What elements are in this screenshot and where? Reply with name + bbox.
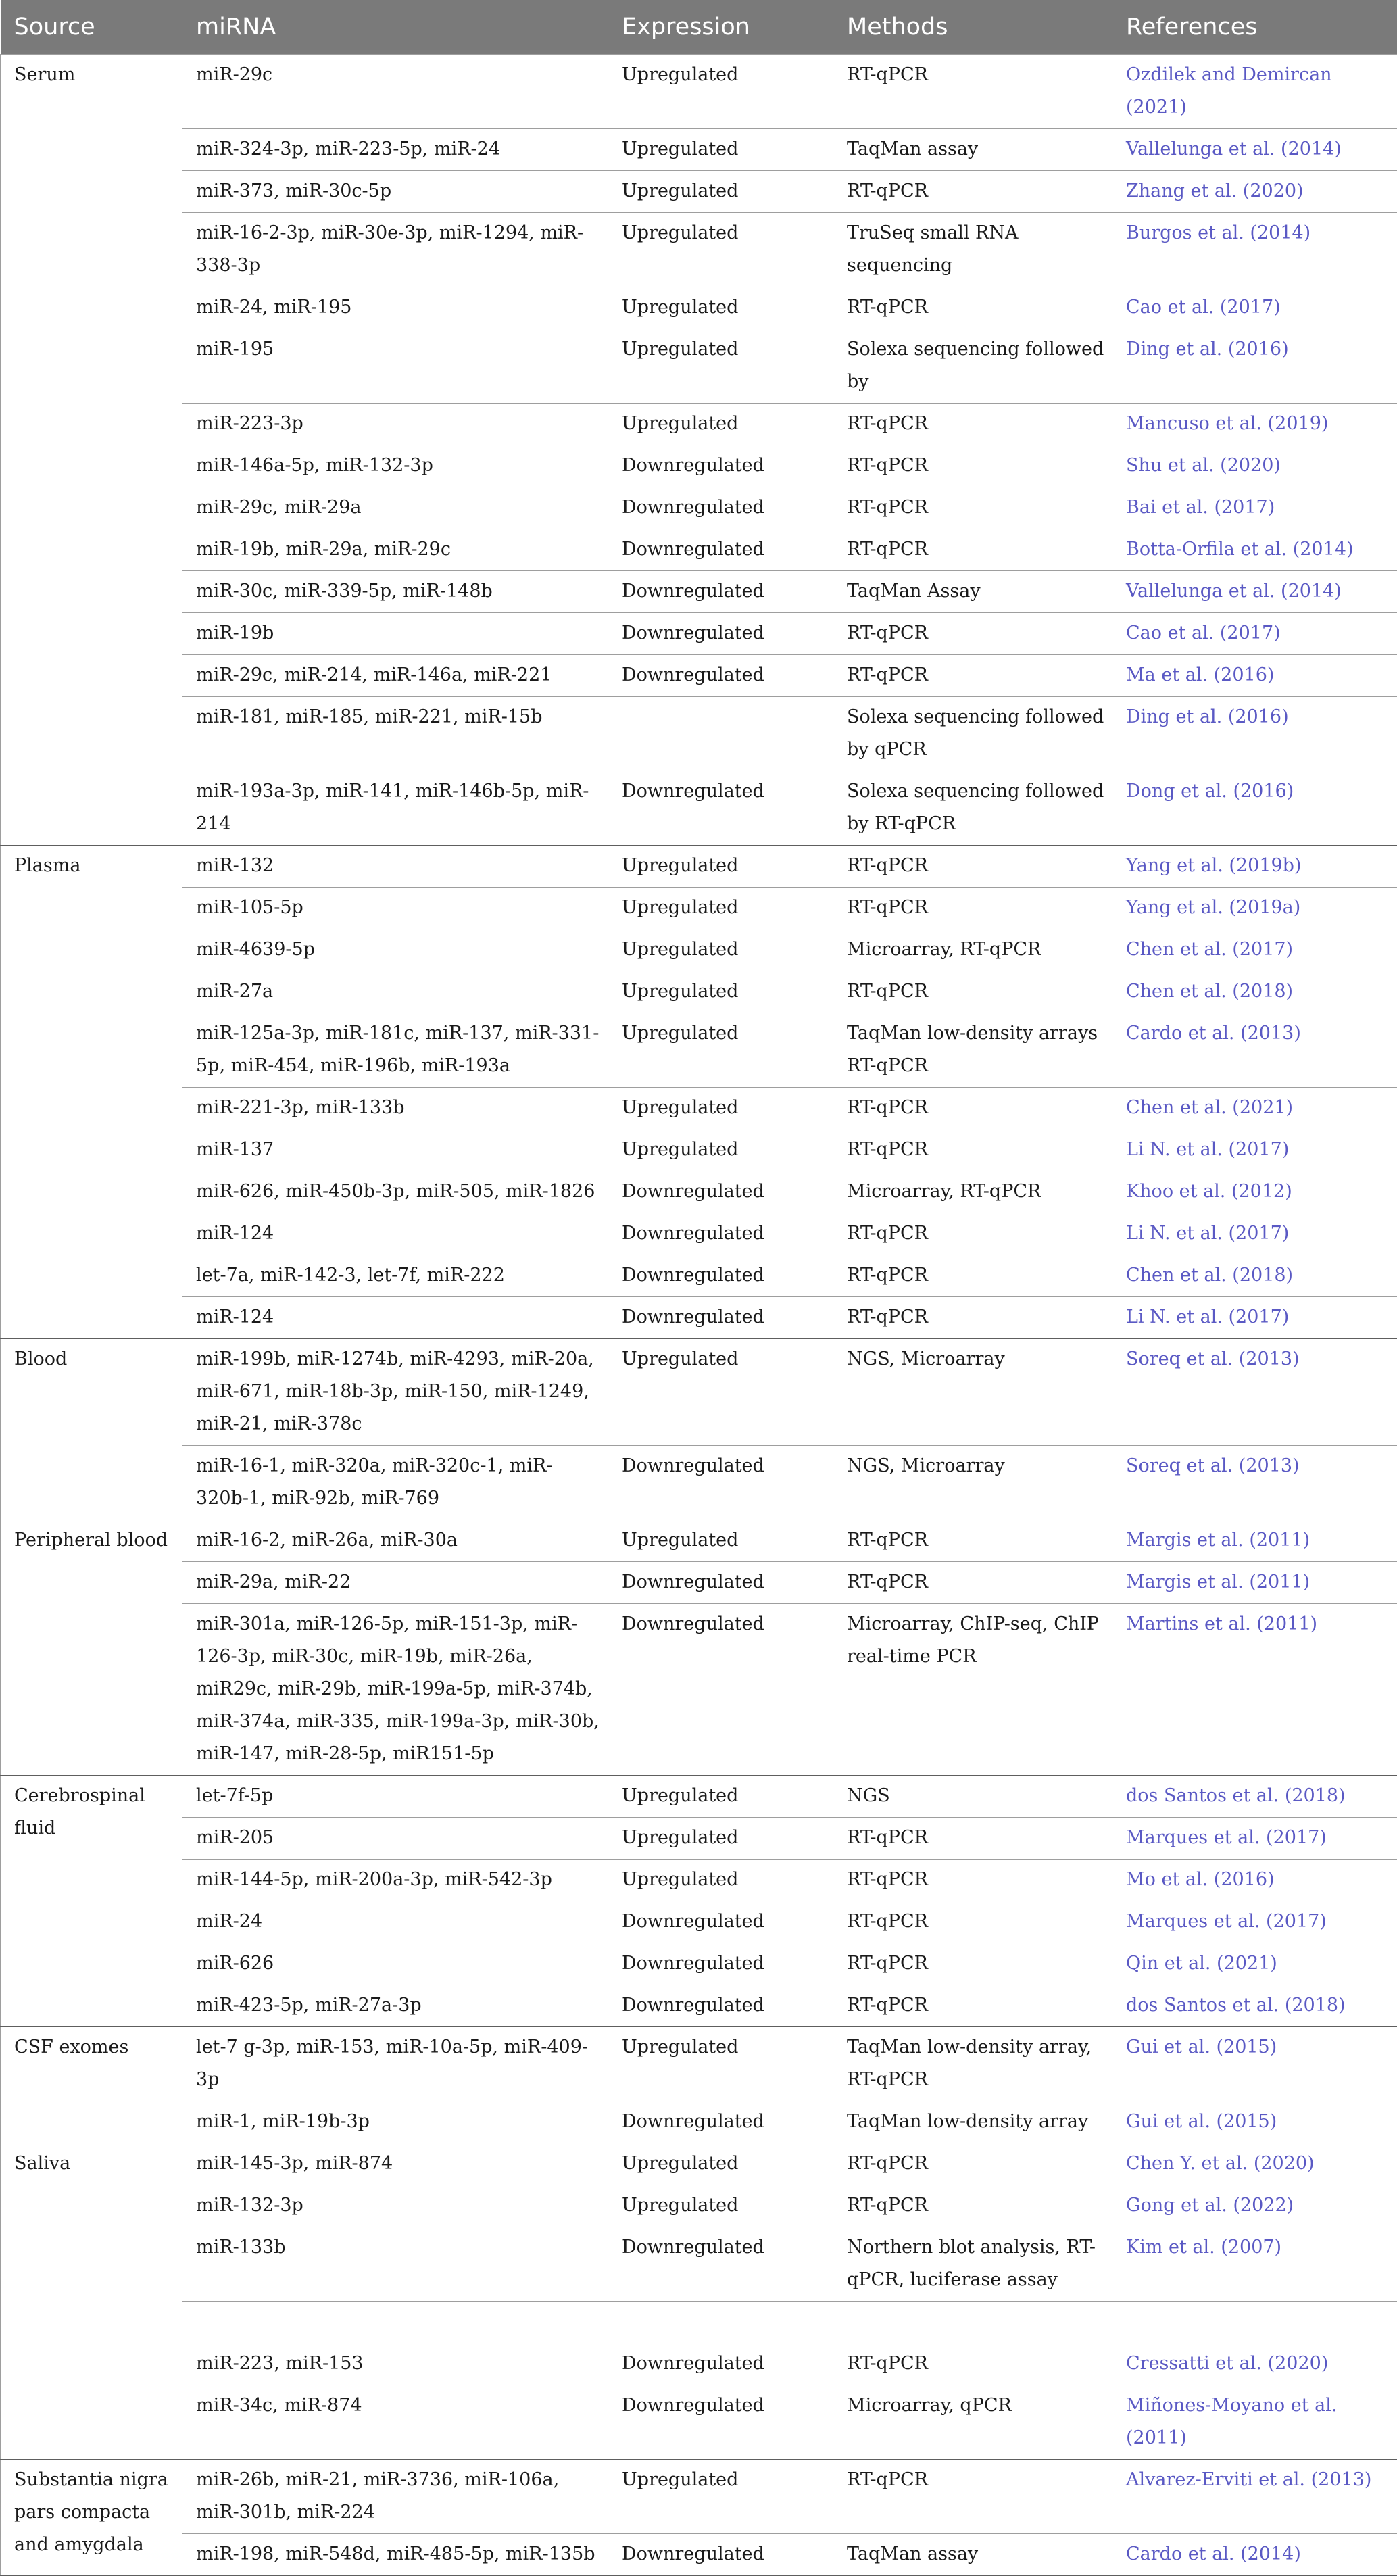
reference-cell[interactable]: Cressatti et al. (2020) bbox=[1112, 2343, 1397, 2385]
reference-cell[interactable]: Ozdilek and Demircan (2021) bbox=[1112, 55, 1397, 129]
reference-cell[interactable]: Marques et al. (2017) bbox=[1112, 1818, 1397, 1860]
methods-cell: RT-qPCR bbox=[833, 1297, 1112, 1339]
methods-cell: NGS, Microarray bbox=[833, 1446, 1112, 1520]
methods-cell: RT-qPCR bbox=[833, 1129, 1112, 1171]
expression-cell: Downregulated bbox=[608, 1446, 833, 1520]
reference-cell[interactable] bbox=[1112, 2302, 1397, 2343]
expression-cell: Downregulated bbox=[608, 1562, 833, 1604]
mirna-cell: miR-146a-5p, miR-132-3p bbox=[182, 445, 608, 487]
table-row bbox=[1, 2343, 1397, 2385]
mirna-cell: miR-205 bbox=[182, 1818, 608, 1860]
expression-cell: Upregulated bbox=[608, 1776, 833, 1818]
methods-cell: RT-qPCR bbox=[833, 2185, 1112, 2227]
table-row bbox=[1, 1818, 1397, 1860]
reference-cell[interactable]: Ding et al. (2016) bbox=[1112, 697, 1397, 771]
expression-cell: Upregulated bbox=[608, 171, 833, 213]
reference-cell[interactable]: Gong et al. (2022) bbox=[1112, 2185, 1397, 2227]
source-cell: Substantia nigra pars compacta and amygdala bbox=[1, 2460, 182, 2576]
expression-cell: Downregulated bbox=[608, 1604, 833, 1776]
reference-cell[interactable]: Soreq et al. (2013) bbox=[1112, 1446, 1397, 1520]
mirna-cell: miR-29c, miR-214, miR-146a, miR-221 bbox=[182, 655, 608, 697]
reference-cell[interactable]: Cardo et al. (2014) bbox=[1112, 2534, 1397, 2576]
reference-cell[interactable]: Martins et al. (2011) bbox=[1112, 1604, 1397, 1776]
expression-cell: Downregulated bbox=[608, 1213, 833, 1255]
mirna-cell: let-7f-5p bbox=[182, 1776, 608, 1818]
methods-cell: RT-qPCR bbox=[833, 846, 1112, 888]
reference-cell[interactable]: Mo et al. (2016) bbox=[1112, 1860, 1397, 1901]
expression-cell bbox=[608, 697, 833, 771]
table-row bbox=[1, 1860, 1397, 1901]
reference-cell[interactable]: Gui et al. (2015) bbox=[1112, 2101, 1397, 2143]
expression-cell: Upregulated bbox=[608, 1013, 833, 1088]
table-row bbox=[1, 929, 1397, 971]
methods-cell: TaqMan low-density arrays RT-qPCR bbox=[833, 1013, 1112, 1088]
mirna-cell: miR-124 bbox=[182, 1297, 608, 1339]
expression-cell: Downregulated bbox=[608, 2534, 833, 2576]
table-row bbox=[1, 1901, 1397, 1943]
mirna-cell: miR-105-5p bbox=[182, 888, 608, 929]
table-body bbox=[1, 55, 1397, 2576]
table-row bbox=[1, 213, 1397, 287]
table-row bbox=[1, 1562, 1397, 1604]
expression-cell: Downregulated bbox=[608, 2101, 833, 2143]
expression-cell: Downregulated bbox=[608, 1985, 833, 2027]
table-row bbox=[1, 1013, 1397, 1088]
reference-cell[interactable]: Shu et al. (2020) bbox=[1112, 445, 1397, 487]
mirna-cell: miR-137 bbox=[182, 1129, 608, 1171]
table-row bbox=[1, 1339, 1397, 1446]
table-row bbox=[1, 129, 1397, 171]
table-row bbox=[1, 445, 1397, 487]
methods-cell: Solexa sequencing followed by bbox=[833, 329, 1112, 404]
methods-cell: RT-qPCR bbox=[833, 613, 1112, 655]
source-cell: Cerebrospinal fluid bbox=[1, 1776, 182, 2027]
reference-cell[interactable]: Cao et al. (2017) bbox=[1112, 613, 1397, 655]
table-row bbox=[1, 1520, 1397, 1562]
source-cell: Blood bbox=[1, 1339, 182, 1520]
mirna-cell: miR-16-1, miR-320a, miR-320c-1, miR-320b-1, miR-92b, miR-769 bbox=[182, 1446, 608, 1520]
reference-cell[interactable]: Yang et al. (2019a) bbox=[1112, 888, 1397, 929]
mirna-cell: miR-19b, miR-29a, miR-29c bbox=[182, 529, 608, 571]
expression-cell: Downregulated bbox=[608, 487, 833, 529]
methods-cell: RT-qPCR bbox=[833, 287, 1112, 329]
methods-cell: RT-qPCR bbox=[833, 404, 1112, 445]
mirna-cell: miR-1, miR-19b-3p bbox=[182, 2101, 608, 2143]
mirna-cell: miR-19b bbox=[182, 613, 608, 655]
methods-cell: RT-qPCR bbox=[833, 2460, 1112, 2534]
mirna-cell: miR-124 bbox=[182, 1213, 608, 1255]
expression-cell: Downregulated bbox=[608, 1901, 833, 1943]
methods-cell: NGS bbox=[833, 1776, 1112, 1818]
expression-cell: Upregulated bbox=[608, 129, 833, 171]
expression-cell: Downregulated bbox=[608, 529, 833, 571]
table-row bbox=[1, 1213, 1397, 1255]
table-row bbox=[1, 571, 1397, 613]
methods-cell: NGS, Microarray bbox=[833, 1339, 1112, 1446]
methods-cell: TaqMan assay bbox=[833, 129, 1112, 171]
table-row bbox=[1, 2101, 1397, 2143]
methods-cell: Solexa sequencing followed by qPCR bbox=[833, 697, 1112, 771]
table-row bbox=[1, 529, 1397, 571]
mirna-cell: miR-324-3p, miR-223-5p, miR-24 bbox=[182, 129, 608, 171]
reference-cell[interactable]: Chen et al. (2018) bbox=[1112, 1255, 1397, 1297]
source-cell: Saliva bbox=[1, 2143, 182, 2460]
expression-cell: Downregulated bbox=[608, 1297, 833, 1339]
methods-cell: RT-qPCR bbox=[833, 1860, 1112, 1901]
reference-cell[interactable]: Kim et al. (2007) bbox=[1112, 2227, 1397, 2302]
header-references: References bbox=[1112, 0, 1397, 55]
mirna-cell: let-7 g-3p, miR-153, miR-10a-5p, miR-409-3p bbox=[182, 2027, 608, 2101]
expression-cell bbox=[608, 2302, 833, 2343]
reference-cell[interactable]: Ding et al. (2016) bbox=[1112, 329, 1397, 404]
mirna-cell: miR-195 bbox=[182, 329, 608, 404]
expression-cell: Upregulated bbox=[608, 1339, 833, 1446]
expression-cell: Downregulated bbox=[608, 1255, 833, 1297]
reference-cell[interactable]: Vallelunga et al. (2014) bbox=[1112, 129, 1397, 171]
expression-cell: Downregulated bbox=[608, 2385, 833, 2460]
expression-cell: Downregulated bbox=[608, 1943, 833, 1985]
table-row bbox=[1, 55, 1397, 129]
mirna-cell: miR-29a, miR-22 bbox=[182, 1562, 608, 1604]
expression-cell: Downregulated bbox=[608, 2343, 833, 2385]
mirna-cell: miR-29c bbox=[182, 55, 608, 129]
reference-cell[interactable]: Cardo et al. (2013) bbox=[1112, 1013, 1397, 1088]
methods-cell: RT-qPCR bbox=[833, 2143, 1112, 2185]
table-row bbox=[1, 329, 1397, 404]
table-row bbox=[1, 971, 1397, 1013]
expression-cell: Downregulated bbox=[608, 771, 833, 846]
expression-cell: Downregulated bbox=[608, 613, 833, 655]
expression-cell: Upregulated bbox=[608, 2185, 833, 2227]
methods-cell: RT-qPCR bbox=[833, 2343, 1112, 2385]
methods-cell: TaqMan low-density array, RT-qPCR bbox=[833, 2027, 1112, 2101]
expression-cell: Upregulated bbox=[608, 846, 833, 888]
reference-cell[interactable]: Marques et al. (2017) bbox=[1112, 1901, 1397, 1943]
expression-cell: Upregulated bbox=[608, 2027, 833, 2101]
methods-cell: RT-qPCR bbox=[833, 1943, 1112, 1985]
header-row bbox=[1, 0, 1397, 55]
methods-cell: RT-qPCR bbox=[833, 1255, 1112, 1297]
mirna-cell: miR-144-5p, miR-200a-3p, miR-542-3p bbox=[182, 1860, 608, 1901]
methods-cell: Northern blot analysis, RT-qPCR, luciferase assay bbox=[833, 2227, 1112, 2302]
methods-cell: RT-qPCR bbox=[833, 655, 1112, 697]
header-source: Source bbox=[1, 0, 182, 55]
expression-cell: Downregulated bbox=[608, 1171, 833, 1213]
mirna-cell: miR-198, miR-548d, miR-485-5p, miR-135b bbox=[182, 2534, 608, 2576]
header-expression: Expression bbox=[608, 0, 833, 55]
mirna-cell: miR-223, miR-153 bbox=[182, 2343, 608, 2385]
mirna-cell: miR-27a bbox=[182, 971, 608, 1013]
methods-cell: RT-qPCR bbox=[833, 1985, 1112, 2027]
methods-cell: RT-qPCR bbox=[833, 1088, 1112, 1129]
methods-cell: RT-qPCR bbox=[833, 445, 1112, 487]
methods-cell: TruSeq small RNA sequencing bbox=[833, 213, 1112, 287]
reference-cell[interactable]: Li N. et al. (2017) bbox=[1112, 1129, 1397, 1171]
source-cell: Peripheral blood bbox=[1, 1520, 182, 1776]
expression-cell: Upregulated bbox=[608, 1520, 833, 1562]
reference-cell[interactable]: Li N. et al. (2017) bbox=[1112, 1297, 1397, 1339]
methods-cell: RT-qPCR bbox=[833, 888, 1112, 929]
reference-cell[interactable]: Khoo et al. (2012) bbox=[1112, 1171, 1397, 1213]
mirna-cell: miR-16-2-3p, miR-30e-3p, miR-1294, miR-338-3p bbox=[182, 213, 608, 287]
table-row bbox=[1, 2227, 1397, 2302]
table-row bbox=[1, 404, 1397, 445]
table-row bbox=[1, 771, 1397, 846]
methods-cell: TaqMan low-density array bbox=[833, 2101, 1112, 2143]
mirna-cell bbox=[182, 2302, 608, 2343]
table-row bbox=[1, 1129, 1397, 1171]
expression-cell: Downregulated bbox=[608, 2227, 833, 2302]
table-row bbox=[1, 2460, 1397, 2534]
reference-cell[interactable]: Alvarez-Erviti et al. (2013) bbox=[1112, 2460, 1397, 2534]
methods-cell bbox=[833, 2302, 1112, 2343]
table-row bbox=[1, 1171, 1397, 1213]
reference-cell[interactable]: Li N. et al. (2017) bbox=[1112, 1213, 1397, 1255]
expression-cell: Upregulated bbox=[608, 55, 833, 129]
reference-cell[interactable]: Dong et al. (2016) bbox=[1112, 771, 1397, 846]
expression-cell: Upregulated bbox=[608, 1088, 833, 1129]
mirna-cell: miR-16-2, miR-26a, miR-30a bbox=[182, 1520, 608, 1562]
table-row bbox=[1, 1604, 1397, 1776]
table-row bbox=[1, 171, 1397, 213]
mirna-cell: miR-181, miR-185, miR-221, miR-15b bbox=[182, 697, 608, 771]
reference-cell[interactable]: Margis et al. (2011) bbox=[1112, 1520, 1397, 1562]
reference-cell[interactable]: Cao et al. (2017) bbox=[1112, 287, 1397, 329]
expression-cell: Upregulated bbox=[608, 2460, 833, 2534]
table-row bbox=[1, 1985, 1397, 2027]
mirna-cell: miR-223-3p bbox=[182, 404, 608, 445]
mirna-cell: miR-193a-3p, miR-141, miR-146b-5p, miR-214 bbox=[182, 771, 608, 846]
header-mirna: miRNA bbox=[182, 0, 608, 55]
expression-cell: Upregulated bbox=[608, 1818, 833, 1860]
expression-cell: Downregulated bbox=[608, 445, 833, 487]
table-row bbox=[1, 1255, 1397, 1297]
table-row bbox=[1, 888, 1397, 929]
mirna-cell: miR-423-5p, miR-27a-3p bbox=[182, 1985, 608, 2027]
table-row bbox=[1, 1943, 1397, 1985]
reference-cell[interactable]: Qin et al. (2021) bbox=[1112, 1943, 1397, 1985]
table-row bbox=[1, 697, 1397, 771]
table-row bbox=[1, 846, 1397, 888]
mirna-cell: miR-626, miR-450b-3p, miR-505, miR-1826 bbox=[182, 1171, 608, 1213]
expression-cell: Downregulated bbox=[608, 571, 833, 613]
mirna-cell: miR-132 bbox=[182, 846, 608, 888]
reference-cell[interactable]: Botta-Orfila et al. (2014) bbox=[1112, 529, 1397, 571]
reference-cell[interactable]: Ma et al. (2016) bbox=[1112, 655, 1397, 697]
methods-cell: RT-qPCR bbox=[833, 529, 1112, 571]
mirna-cell: miR-24 bbox=[182, 1901, 608, 1943]
mirna-cell: miR-24, miR-195 bbox=[182, 287, 608, 329]
expression-cell: Upregulated bbox=[608, 287, 833, 329]
reference-cell[interactable]: Chen Y. et al. (2020) bbox=[1112, 2143, 1397, 2185]
methods-cell: Microarray, RT-qPCR bbox=[833, 1171, 1112, 1213]
table-row bbox=[1, 287, 1397, 329]
methods-cell: RT-qPCR bbox=[833, 171, 1112, 213]
reference-cell[interactable]: Yang et al. (2019b) bbox=[1112, 846, 1397, 888]
table-row bbox=[1, 1446, 1397, 1520]
reference-cell[interactable]: Chen et al. (2021) bbox=[1112, 1088, 1397, 1129]
methods-cell: TaqMan Assay bbox=[833, 571, 1112, 613]
methods-cell: Microarray, ChIP-seq, ChIP real-time PCR bbox=[833, 1604, 1112, 1776]
expression-cell: Upregulated bbox=[608, 2143, 833, 2185]
expression-cell: Upregulated bbox=[608, 329, 833, 404]
reference-cell[interactable]: Zhang et al. (2020) bbox=[1112, 171, 1397, 213]
mirna-cell: miR-133b bbox=[182, 2227, 608, 2302]
methods-cell: RT-qPCR bbox=[833, 1818, 1112, 1860]
reference-cell[interactable]: Miñones-Moyano et al. (2011) bbox=[1112, 2385, 1397, 2460]
methods-cell: RT-qPCR bbox=[833, 55, 1112, 129]
methods-cell: Solexa sequencing followed by RT-qPCR bbox=[833, 771, 1112, 846]
reference-cell[interactable]: dos Santos et al. (2018) bbox=[1112, 1776, 1397, 1818]
expression-cell: Upregulated bbox=[608, 929, 833, 971]
mirna-cell: miR-145-3p, miR-874 bbox=[182, 2143, 608, 2185]
reference-cell[interactable]: Gui et al. (2015) bbox=[1112, 2027, 1397, 2101]
reference-cell[interactable]: dos Santos et al. (2018) bbox=[1112, 1985, 1397, 2027]
mirna-cell: miR-34c, miR-874 bbox=[182, 2385, 608, 2460]
mirna-cell: miR-132-3p bbox=[182, 2185, 608, 2227]
mirna-cell: miR-221-3p, miR-133b bbox=[182, 1088, 608, 1129]
table-row bbox=[1, 487, 1397, 529]
reference-cell[interactable]: Mancuso et al. (2019) bbox=[1112, 404, 1397, 445]
table-row bbox=[1, 1088, 1397, 1129]
mirna-cell: miR-373, miR-30c-5p bbox=[182, 171, 608, 213]
table-row bbox=[1, 2302, 1397, 2343]
table-row bbox=[1, 2385, 1397, 2460]
mirna-cell: let-7a, miR-142-3, let-7f, miR-222 bbox=[182, 1255, 608, 1297]
table-row bbox=[1, 2027, 1397, 2101]
methods-cell: RT-qPCR bbox=[833, 1562, 1112, 1604]
reference-cell[interactable]: Soreq et al. (2013) bbox=[1112, 1339, 1397, 1446]
methods-cell: RT-qPCR bbox=[833, 1213, 1112, 1255]
expression-cell: Downregulated bbox=[608, 655, 833, 697]
mirna-cell: miR-626 bbox=[182, 1943, 608, 1985]
reference-cell[interactable]: Chen et al. (2018) bbox=[1112, 971, 1397, 1013]
header-methods: Methods bbox=[833, 0, 1112, 55]
expression-cell: Upregulated bbox=[608, 404, 833, 445]
source-cell: Serum bbox=[1, 55, 182, 846]
table-row bbox=[1, 1776, 1397, 1818]
reference-cell[interactable]: Vallelunga et al. (2014) bbox=[1112, 571, 1397, 613]
reference-cell[interactable]: Burgos et al. (2014) bbox=[1112, 213, 1397, 287]
expression-cell: Upregulated bbox=[608, 1129, 833, 1171]
source-cell: Plasma bbox=[1, 846, 182, 1339]
reference-cell[interactable]: Bai et al. (2017) bbox=[1112, 487, 1397, 529]
expression-cell: Upregulated bbox=[608, 971, 833, 1013]
mirna-cell: miR-30c, miR-339-5p, miR-148b bbox=[182, 571, 608, 613]
mirna-cell: miR-4639-5p bbox=[182, 929, 608, 971]
mirna-cell: miR-199b, miR-1274b, miR-4293, miR-20a, miR-671, miR-18b-3p, miR-150, miR-1249, miR-21, miR-378c bbox=[182, 1339, 608, 1446]
expression-cell: Upregulated bbox=[608, 888, 833, 929]
table-row bbox=[1, 1297, 1397, 1339]
table-row bbox=[1, 613, 1397, 655]
table-row bbox=[1, 2534, 1397, 2576]
mirna-cell: miR-125a-3p, miR-181c, miR-137, miR-331-5p, miR-454, miR-196b, miR-193a bbox=[182, 1013, 608, 1088]
methods-cell: RT-qPCR bbox=[833, 487, 1112, 529]
mirna-cell: miR-301a, miR-126-5p, miR-151-3p, miR-126-3p, miR-30c, miR-19b, miR-26a, miR29c, miR-29b, miR-199a-5p, miR-374b, miR-374a, miR-335, miR-199a-3p, miR-30b, miR-147, miR-28-5p, miR151-5p bbox=[182, 1604, 608, 1776]
expression-cell: Upregulated bbox=[608, 1860, 833, 1901]
methods-cell: RT-qPCR bbox=[833, 971, 1112, 1013]
mirna-cell: miR-26b, miR-21, miR-3736, miR-106a, miR-301b, miR-224 bbox=[182, 2460, 608, 2534]
source-cell: CSF exomes bbox=[1, 2027, 182, 2143]
reference-cell[interactable]: Chen et al. (2017) bbox=[1112, 929, 1397, 971]
methods-cell: TaqMan assay bbox=[833, 2534, 1112, 2576]
reference-cell[interactable]: Margis et al. (2011) bbox=[1112, 1562, 1397, 1604]
methods-cell: RT-qPCR bbox=[833, 1901, 1112, 1943]
table-row bbox=[1, 2185, 1397, 2227]
expression-cell: Upregulated bbox=[608, 213, 833, 287]
table-row bbox=[1, 655, 1397, 697]
methods-cell: RT-qPCR bbox=[833, 1520, 1112, 1562]
methods-cell: Microarray, RT-qPCR bbox=[833, 929, 1112, 971]
table-row bbox=[1, 2143, 1397, 2185]
methods-cell: Microarray, qPCR bbox=[833, 2385, 1112, 2460]
mirna-cell: miR-29c, miR-29a bbox=[182, 487, 608, 529]
